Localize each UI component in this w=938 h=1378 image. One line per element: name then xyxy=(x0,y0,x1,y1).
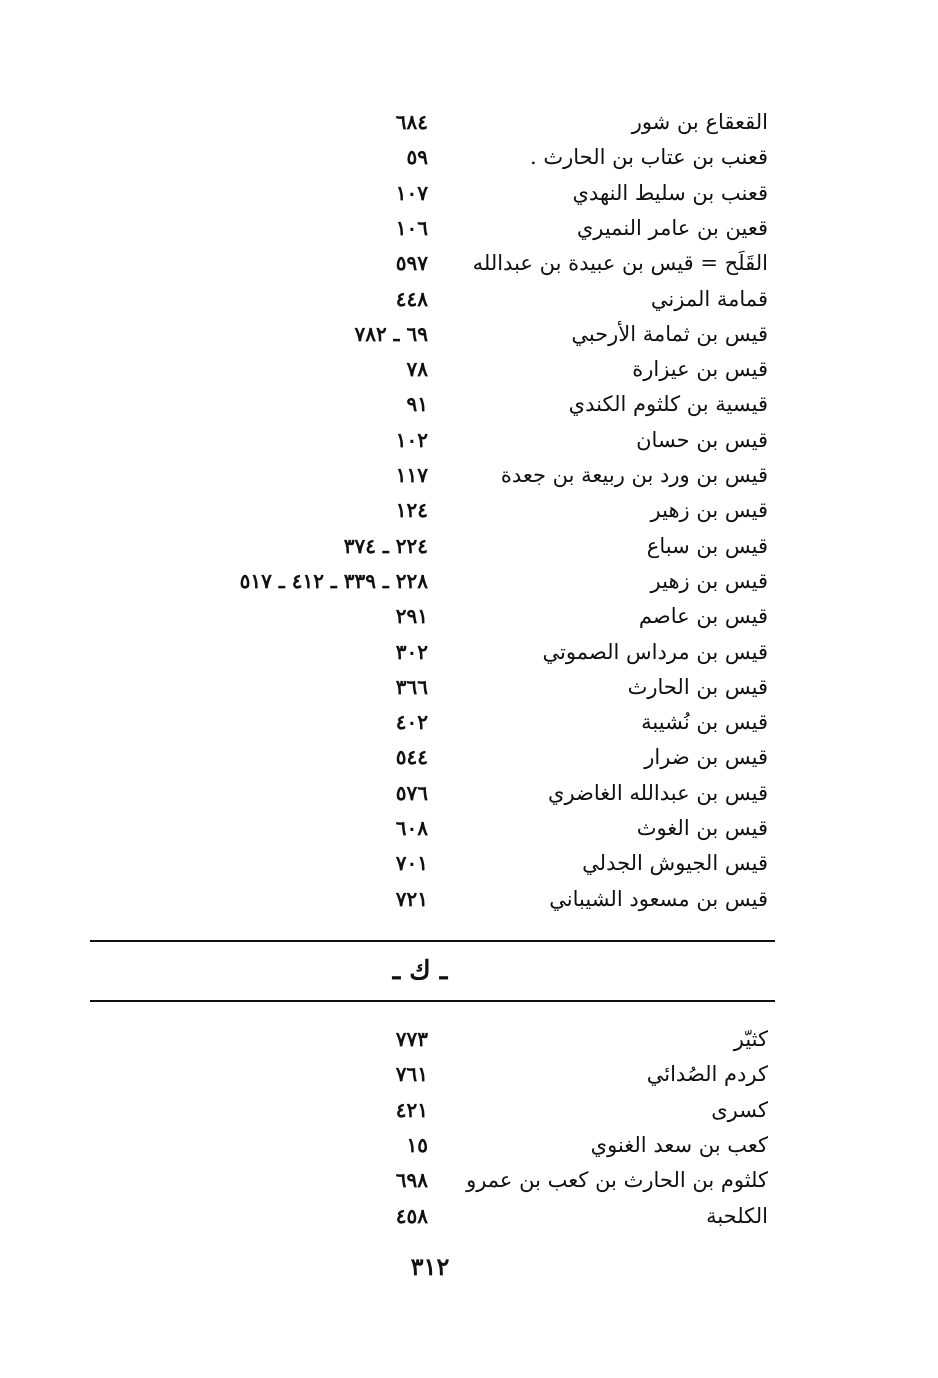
entry-name: قيس بن زهير xyxy=(650,568,768,593)
entry-pages: ٤٠٢ xyxy=(395,710,428,735)
entry-pages: ٣٦٦ xyxy=(395,674,428,699)
index-entry xyxy=(168,776,768,810)
entry-pages: ٦٩ ـ ٧٨٢ xyxy=(354,321,428,346)
entry-name: قيس بن سباع xyxy=(646,533,768,558)
entry-pages: ٥٩ xyxy=(406,145,428,170)
index-entry xyxy=(168,1199,768,1233)
entry-name: قيس بن الغوث xyxy=(636,816,768,840)
index-entry xyxy=(168,846,768,880)
entry-name: كلثوم بن الحارث بن كعب بن عمرو xyxy=(466,1168,768,1193)
index-entry xyxy=(168,1057,768,1091)
entry-name: قيسية بن كلثوم الكندي xyxy=(568,392,768,417)
entry-pages: ١٠٦ xyxy=(395,215,428,240)
entry-name: قعين بن عامر النميري xyxy=(576,215,768,240)
entry-name: قمامة المزني xyxy=(650,286,768,311)
index-entry xyxy=(168,740,768,774)
entry-pages: ٥٤٤ xyxy=(395,745,428,770)
entry-name: قيس بن زهير xyxy=(650,498,768,523)
entry-pages: ٤٤٨ xyxy=(395,286,428,311)
entry-name: قيس بن ورد بن ربيعة بن جعدة xyxy=(500,463,768,487)
entry-name: كردم الصُدائي xyxy=(646,1062,768,1087)
entry-pages: ٤٢١ xyxy=(395,1097,428,1122)
index-entry xyxy=(168,1022,768,1056)
entry-name: القَلَح = قيس بن عبيدة بن عبدالله xyxy=(472,251,768,276)
index-entry xyxy=(168,211,768,245)
section-heading-kaf: ـ ك ـ xyxy=(392,956,448,986)
entry-pages: ٥٧٦ xyxy=(395,780,428,805)
entry-pages: ٧٠١ xyxy=(395,851,428,876)
entry-pages: ١٥ xyxy=(406,1132,428,1157)
bottom-rule xyxy=(90,1000,775,1002)
entry-pages: ٩١ xyxy=(406,392,428,417)
index-entry xyxy=(168,529,768,563)
entry-pages: ٧٨ xyxy=(406,357,428,382)
top-rule xyxy=(90,940,775,942)
index-entry xyxy=(168,140,768,174)
entry-name: قعنب بن سليط النهدي xyxy=(572,180,768,205)
entry-name: قيس بن ضرار xyxy=(644,745,768,770)
index-entry xyxy=(168,282,768,316)
entry-name: قيس بن عيزارة xyxy=(632,357,768,382)
index-entry xyxy=(168,1128,768,1162)
entry-name: قيس بن نُشيبة xyxy=(641,710,768,735)
index-entry xyxy=(168,635,768,669)
entry-name: قيس بن الحارث xyxy=(627,674,768,699)
entry-pages: ١٠٧ xyxy=(395,180,428,205)
entry-pages: ٥٩٧ xyxy=(395,251,428,276)
entry-name: قيس بن مسعود الشيباني xyxy=(549,886,768,911)
entry-name: قيس بن ثمامة الأرحبي xyxy=(571,321,768,346)
entry-name: قيس بن عبدالله الغاضري xyxy=(548,780,768,805)
index-entry xyxy=(168,105,768,139)
entry-name: الكلحبة xyxy=(706,1203,768,1228)
entry-pages: ١٠٢ xyxy=(395,427,428,452)
entry-name: قيس الجيوش الجدلي xyxy=(582,851,768,876)
index-entry xyxy=(168,387,768,421)
entry-pages: ٢٩١ xyxy=(395,604,428,629)
index-entry xyxy=(168,670,768,704)
entry-name: قيس بن مرداس الصموتي xyxy=(542,639,768,664)
entry-pages: ٢٢٤ ـ ٣٧٤ xyxy=(343,533,428,558)
index-entry xyxy=(168,352,768,386)
index-entry xyxy=(168,599,768,633)
entry-name: كسرى xyxy=(711,1097,768,1122)
index-entry xyxy=(168,811,768,845)
index-entry xyxy=(168,705,768,739)
entry-name: كعب بن سعد الغنوي xyxy=(590,1132,768,1157)
index-entry xyxy=(168,1163,768,1197)
entry-pages: ٢٢٨ ـ ٣٣٩ ـ ٤١٢ ـ ٥١٧ xyxy=(239,568,428,593)
index-entry xyxy=(168,564,768,598)
index-entry xyxy=(168,493,768,527)
entry-pages: ٣٠٢ xyxy=(395,639,428,664)
index-entry xyxy=(168,423,768,457)
entry-name: القعقاع بن شور xyxy=(631,110,768,134)
index-entry xyxy=(168,458,768,492)
entry-name: كثيّر xyxy=(733,1027,768,1051)
entry-pages: ١١٧ xyxy=(395,463,428,487)
index-entry xyxy=(168,317,768,351)
index-entry xyxy=(168,246,768,280)
entry-name: قعنب بن عتاب بن الحارث . xyxy=(530,145,768,170)
entry-pages: ٦٩٨ xyxy=(395,1168,428,1193)
entry-pages: ٧٢١ xyxy=(395,886,428,911)
entry-pages: ٦٠٨ xyxy=(395,816,428,840)
entry-pages: ٧٦١ xyxy=(395,1062,428,1087)
index-entry xyxy=(168,176,768,210)
entry-name: قيس بن عاصم xyxy=(638,604,768,629)
entry-pages: ٦٨٤ xyxy=(395,110,428,134)
entry-name: قيس بن حسان xyxy=(636,427,768,452)
entry-pages: ٤٥٨ xyxy=(395,1203,428,1228)
page-number: ٣١٢ xyxy=(410,1252,450,1281)
entry-pages: ١٢٤ xyxy=(395,498,428,523)
index-entry xyxy=(168,882,768,916)
index-entry xyxy=(168,1093,768,1127)
entry-pages: ٧٧٣ xyxy=(395,1027,428,1051)
